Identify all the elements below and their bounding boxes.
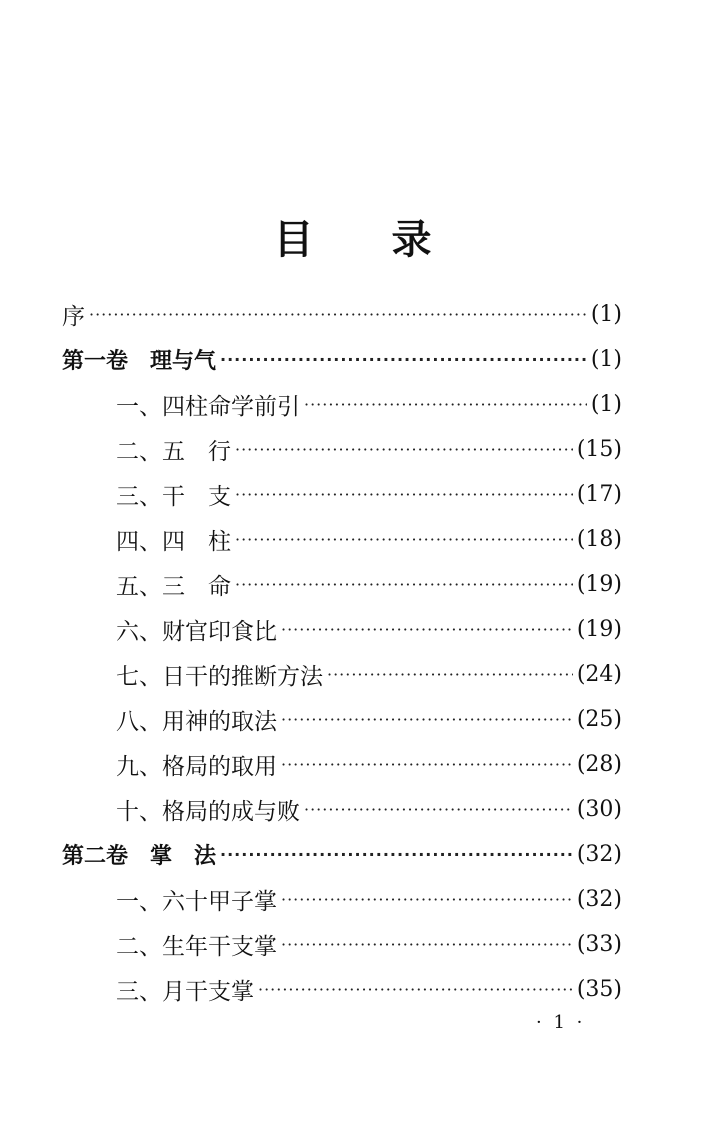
toc-entry-label: 一、六十甲子掌 [116, 889, 277, 915]
page-number: · 1 · [536, 1012, 586, 1033]
toc-entry-page: (1) [590, 347, 622, 372]
toc-entry-label: 序 [62, 304, 85, 330]
toc-entry[interactable] [62, 472, 622, 517]
toc-entry-label: 五、三 命 [116, 574, 231, 600]
toc-leader-dots [235, 530, 573, 549]
toc-leader-dots [89, 305, 587, 324]
toc-leader-dots [281, 710, 573, 729]
toc-entry-page: (28) [576, 752, 622, 777]
toc-entry[interactable] [62, 922, 622, 967]
toc-leader-dots [281, 890, 573, 909]
toc-entry-page: (17) [576, 482, 622, 507]
toc-entry[interactable] [62, 787, 622, 832]
toc-entry-label: 六、财官印食比 [116, 619, 277, 645]
toc-entry-label: 第二卷 掌 法 [62, 844, 217, 869]
title-char-2: 录 [391, 216, 432, 263]
toc-entry-label: 三、干 支 [116, 484, 231, 510]
toc-entry-label: 八、用神的取法 [116, 709, 277, 735]
table-of-contents [62, 292, 622, 1012]
toc-leader-dots [281, 935, 573, 954]
toc-entry-page: (33) [576, 932, 622, 957]
toc-entry-page: (32) [576, 842, 622, 867]
toc-entry[interactable] [62, 697, 622, 742]
toc-entry-page: (32) [576, 887, 622, 912]
toc-entry-page: (19) [576, 572, 622, 597]
toc-leader-dots [235, 440, 573, 459]
toc-entry-page: (18) [576, 527, 622, 552]
toc-entry-page: (1) [590, 392, 622, 417]
page-title [0, 208, 705, 265]
toc-entry-page: (1) [590, 302, 622, 327]
toc-entry[interactable] [62, 562, 622, 607]
toc-entry[interactable] [62, 337, 622, 382]
toc-entry[interactable] [62, 877, 622, 922]
toc-entry-label: 九、格局的取用 [116, 754, 277, 780]
toc-entry[interactable] [62, 607, 622, 652]
toc-entry-label: 二、五 行 [116, 439, 231, 465]
toc-entry-page: (24) [576, 662, 622, 687]
toc-leader-dots [327, 665, 573, 684]
toc-leader-dots [281, 620, 573, 639]
title-char-1: 目 [273, 216, 314, 263]
toc-entry-page: (19) [576, 617, 622, 642]
toc-entry-label: 七、日干的推断方法 [116, 664, 323, 690]
toc-entry[interactable] [62, 517, 622, 562]
toc-entry-label: 第一卷 理与气 [62, 349, 217, 374]
toc-entry[interactable] [62, 652, 622, 697]
toc-entry-label: 一、四柱命学前引 [116, 394, 300, 420]
toc-leader-dots [235, 485, 573, 504]
toc-entry[interactable] [62, 967, 622, 1012]
toc-entry-label: 十、格局的成与败 [116, 799, 300, 825]
toc-leader-dots [304, 800, 573, 819]
toc-leader-dots [220, 350, 587, 369]
toc-entry[interactable] [62, 742, 622, 787]
toc-entry-page: (35) [576, 977, 622, 1002]
toc-entry-page: (15) [576, 437, 622, 462]
toc-leader-dots [235, 575, 573, 594]
toc-entry-page: (30) [576, 797, 622, 822]
toc-entry[interactable] [62, 292, 622, 337]
toc-leader-dots [281, 755, 573, 774]
toc-entry[interactable] [62, 427, 622, 472]
toc-entry[interactable] [62, 382, 622, 427]
toc-entry-label: 二、生年干支掌 [116, 934, 277, 960]
toc-entry-page: (25) [576, 707, 622, 732]
toc-entry-label: 三、月干支掌 [116, 979, 254, 1005]
toc-leader-dots [258, 980, 573, 999]
toc-entry[interactable] [62, 832, 622, 877]
toc-entry-label: 四、四 柱 [116, 529, 231, 555]
toc-leader-dots [304, 395, 587, 414]
toc-leader-dots [220, 845, 573, 864]
